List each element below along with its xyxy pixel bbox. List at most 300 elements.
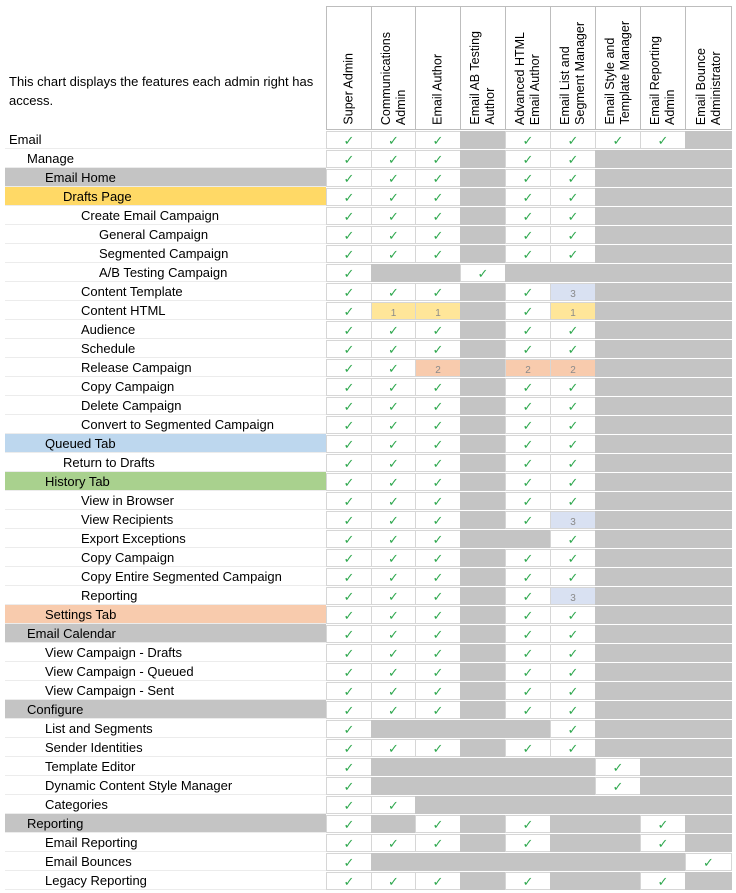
no-access-cell [550,834,596,852]
access-cell [371,283,416,301]
row-label: Manage [5,149,326,168]
check-icon: ✓ [388,532,399,547]
access-cell [326,777,372,795]
check-icon: ✓ [388,665,399,680]
no-access-cell [595,568,641,586]
check-icon: ✓ [567,456,579,471]
access-cell [326,378,372,396]
check-icon: ✓ [343,665,355,680]
access-cell [326,606,372,624]
no-access-cell [640,530,686,548]
check-icon: ✓ [343,703,355,718]
check-icon: ✓ [388,152,399,167]
no-access-cell [685,739,732,757]
no-access-cell [460,720,506,738]
access-cell [550,530,596,548]
no-access-cell [640,150,686,168]
check-icon: ✓ [388,133,399,148]
no-access-cell [595,397,641,415]
access-cell [505,340,551,358]
access-cell [326,359,372,377]
no-access-cell [505,853,551,871]
check-icon: ✓ [388,418,399,433]
no-access-cell [460,644,506,662]
check-icon: ✓ [343,817,355,832]
no-access-cell [640,264,686,282]
check-icon: ✓ [522,190,534,205]
row-label: View Campaign - Queued [5,662,326,681]
footnote-cell [415,302,461,320]
no-access-cell [460,834,506,852]
no-access-cell [460,587,506,605]
check-icon: ✓ [522,323,534,338]
check-icon: ✓ [388,190,399,205]
access-cell [326,511,372,529]
check-icon: ✓ [567,646,579,661]
no-access-cell [460,188,506,206]
no-access-cell [685,150,732,168]
access-cell [415,226,461,244]
check-icon: ✓ [522,570,534,585]
no-access-cell [460,739,506,757]
no-access-cell [595,701,641,719]
access-cell [326,872,372,890]
no-access-cell [550,758,596,776]
access-cell [326,815,372,833]
check-icon: ✓ [522,437,534,452]
access-cell [505,644,551,662]
check-icon: ✓ [432,817,444,832]
access-cell [415,245,461,263]
check-icon: ✓ [343,779,355,794]
no-access-cell [371,777,416,795]
row-label: View Campaign - Drafts [5,643,326,662]
access-cell [371,473,416,491]
check-icon: ✓ [522,228,534,243]
check-icon: ✓ [432,247,444,262]
check-icon: ✓ [388,608,399,623]
no-access-cell [640,188,686,206]
check-icon: ✓ [343,133,355,148]
no-access-cell [640,549,686,567]
access-cell [505,416,551,434]
access-cell [371,188,416,206]
no-access-cell [685,625,732,643]
access-cell [326,587,372,605]
access-cell [371,378,416,396]
check-icon: ✓ [522,380,534,395]
access-cell [550,701,596,719]
row-label: Dynamic Content Style Manager [5,776,326,795]
no-access-cell [685,511,732,529]
column-header-label: Advanced HTML Email Author [513,31,542,125]
access-cell [550,150,596,168]
access-cell [371,568,416,586]
check-icon: ✓ [612,133,624,148]
no-access-cell [460,492,506,510]
access-cell [371,416,416,434]
check-icon: ✓ [657,133,669,148]
check-icon: ✓ [343,684,355,699]
no-access-cell [685,302,732,320]
row-label: Legacy Reporting [5,871,326,890]
no-access-cell [640,777,686,795]
no-access-cell [640,340,686,358]
check-icon: ✓ [432,285,444,300]
no-access-cell [460,245,506,263]
row-label: Queued Tab [5,434,326,453]
row-label: Copy Entire Segmented Campaign [5,567,326,586]
check-icon: ✓ [343,646,355,661]
access-cell [371,625,416,643]
access-cell [415,663,461,681]
access-cell [550,207,596,225]
check-icon: ✓ [567,741,579,756]
check-icon: ✓ [388,874,399,889]
check-icon: ✓ [567,475,579,490]
no-access-cell [595,416,641,434]
check-icon: ✓ [477,266,489,281]
no-access-cell [595,606,641,624]
access-cell [505,492,551,510]
check-icon: ✓ [567,703,579,718]
no-access-cell [595,359,641,377]
access-cell [550,739,596,757]
access-cell [371,606,416,624]
check-icon: ✓ [432,475,444,490]
check-icon: ✓ [388,836,399,851]
check-icon: ✓ [432,551,444,566]
access-cell [371,435,416,453]
check-icon: ✓ [657,817,669,832]
no-access-cell [685,454,732,472]
no-access-cell [640,378,686,396]
access-cell [371,834,416,852]
no-access-cell [685,701,732,719]
row-label: A/B Testing Campaign [5,263,326,282]
check-icon: ✓ [432,133,444,148]
access-cell [415,188,461,206]
access-cell [415,815,461,833]
check-icon: ✓ [432,589,444,604]
no-access-cell [685,720,732,738]
footnote-number: 2 [435,365,441,376]
check-icon: ✓ [343,266,355,281]
access-cell [550,606,596,624]
no-access-cell [505,720,551,738]
no-access-cell [460,815,506,833]
column-header [505,6,551,130]
no-access-cell [460,682,506,700]
access-cell [415,568,461,586]
row-label: Drafts Page [5,187,326,206]
access-cell [505,226,551,244]
no-access-cell [460,758,506,776]
access-cell [415,283,461,301]
access-cell [371,739,416,757]
access-cell [415,150,461,168]
row-label: Copy Campaign [5,548,326,567]
row-label: Reporting [5,586,326,605]
no-access-cell [460,150,506,168]
no-access-cell [640,435,686,453]
access-cell [326,340,372,358]
access-cell [415,169,461,187]
column-header [371,6,416,130]
column-header [415,6,461,130]
check-icon: ✓ [432,228,444,243]
no-access-cell [460,340,506,358]
check-icon: ✓ [432,323,444,338]
access-cell [371,549,416,567]
no-access-cell [640,321,686,339]
no-access-cell [595,340,641,358]
no-access-cell [595,454,641,472]
check-icon: ✓ [522,475,534,490]
check-icon: ✓ [432,209,444,224]
column-header-label: Email Reporting Admin [648,36,677,125]
access-cell [326,188,372,206]
access-cell [505,283,551,301]
no-access-cell [685,359,732,377]
check-icon: ✓ [567,418,579,433]
check-icon: ✓ [388,342,399,357]
access-cell [371,492,416,510]
column-header-label: Email Style and Template Manager [603,21,632,125]
check-icon: ✓ [567,608,579,623]
no-access-cell [685,663,732,681]
check-icon: ✓ [432,741,444,756]
check-icon: ✓ [432,836,444,851]
check-icon: ✓ [522,513,534,528]
check-icon: ✓ [343,399,355,414]
check-icon: ✓ [343,171,355,186]
no-access-cell [595,530,641,548]
column-header-label: Email List and Segment Manager [558,22,587,125]
no-access-cell [595,834,641,852]
access-cell [415,606,461,624]
row-label: Content Template [5,282,326,301]
check-icon: ✓ [388,627,399,642]
access-cell [326,150,372,168]
check-icon: ✓ [343,342,355,357]
access-cell [371,207,416,225]
no-access-cell [595,302,641,320]
no-access-cell [460,321,506,339]
access-cell [326,796,372,814]
no-access-cell [685,587,732,605]
no-access-cell [685,169,732,187]
access-cell [415,131,461,149]
access-cell [505,169,551,187]
footnote-cell [550,359,596,377]
no-access-cell [640,416,686,434]
access-cell [415,739,461,757]
check-icon: ✓ [567,171,579,186]
row-label: Segmented Campaign [5,244,326,263]
footnote-cell [550,283,596,301]
no-access-cell [460,359,506,377]
access-cell [326,169,372,187]
no-access-cell [640,359,686,377]
check-icon: ✓ [522,684,534,699]
check-icon: ✓ [343,874,355,889]
no-access-cell [460,416,506,434]
no-access-cell [640,226,686,244]
check-icon: ✓ [522,152,534,167]
no-access-cell [415,777,461,795]
check-icon: ✓ [567,342,579,357]
access-cell [326,321,372,339]
access-cell [371,682,416,700]
row-label: Email Home [5,168,326,187]
no-access-cell [685,340,732,358]
access-cell [326,644,372,662]
check-icon: ✓ [432,152,444,167]
access-cell [505,454,551,472]
no-access-cell [595,245,641,263]
column-header [550,6,596,130]
access-cell [326,492,372,510]
no-access-cell [685,530,732,548]
column-header [326,6,372,130]
column-header [685,6,732,130]
no-access-cell [640,587,686,605]
check-icon: ✓ [388,703,399,718]
check-icon: ✓ [567,551,579,566]
access-cell [326,226,372,244]
access-cell [415,454,461,472]
access-cell [550,720,596,738]
check-icon: ✓ [343,285,355,300]
check-icon: ✓ [522,817,534,832]
access-cell [640,834,686,852]
check-icon: ✓ [522,209,534,224]
no-access-cell [415,264,461,282]
check-icon: ✓ [432,494,444,509]
access-cell [415,435,461,453]
check-icon: ✓ [567,665,579,680]
check-icon: ✓ [432,437,444,452]
no-access-cell [595,150,641,168]
check-icon: ✓ [432,171,444,186]
access-cell [505,131,551,149]
access-cell [326,473,372,491]
access-cell [550,682,596,700]
check-icon: ✓ [522,741,534,756]
check-icon: ✓ [388,399,399,414]
check-icon: ✓ [343,456,355,471]
check-icon: ✓ [343,760,355,775]
check-icon: ✓ [567,437,579,452]
row-label: Configure [5,700,326,719]
access-cell [326,758,372,776]
no-access-cell [685,435,732,453]
check-icon: ✓ [432,665,444,680]
check-icon: ✓ [432,703,444,718]
access-cell [326,549,372,567]
check-icon: ✓ [522,836,534,851]
row-label: Content HTML [5,301,326,320]
access-cell [326,302,372,320]
no-access-cell [460,549,506,567]
check-icon: ✓ [432,380,444,395]
access-cell [326,283,372,301]
row-label: Audience [5,320,326,339]
no-access-cell [640,511,686,529]
access-cell [550,454,596,472]
access-cell [550,473,596,491]
no-access-cell [685,492,732,510]
no-access-cell [685,606,732,624]
check-icon: ✓ [388,646,399,661]
row-label: Convert to Segmented Campaign [5,415,326,434]
check-icon: ✓ [567,380,579,395]
no-access-cell [415,720,461,738]
check-icon: ✓ [567,399,579,414]
no-access-cell [460,302,506,320]
check-icon: ✓ [388,171,399,186]
no-access-cell [460,473,506,491]
row-label: History Tab [5,472,326,491]
check-icon: ✓ [388,589,399,604]
access-cell [505,701,551,719]
access-cell [550,378,596,396]
no-access-cell [371,720,416,738]
check-icon: ✓ [343,798,355,813]
no-access-cell [685,758,732,776]
no-access-cell [640,853,686,871]
check-icon: ✓ [343,437,355,452]
no-access-cell [595,511,641,529]
no-access-cell [505,264,551,282]
access-cell [550,131,596,149]
access-cell [326,264,372,282]
access-cell [371,530,416,548]
access-cell [595,131,641,149]
access-cell [371,872,416,890]
footnote-cell [550,587,596,605]
access-cell [505,378,551,396]
access-cell [371,226,416,244]
access-cell [326,682,372,700]
no-access-cell [685,245,732,263]
check-icon: ✓ [567,323,579,338]
check-icon: ✓ [522,627,534,642]
row-label: Copy Campaign [5,377,326,396]
no-access-cell [685,397,732,415]
check-icon: ✓ [522,703,534,718]
access-cell [505,834,551,852]
access-cell [505,739,551,757]
check-icon: ✓ [343,247,355,262]
footnote-cell [550,511,596,529]
column-header [595,6,641,130]
check-icon: ✓ [343,418,355,433]
check-icon: ✓ [703,855,714,870]
access-cell [550,340,596,358]
no-access-cell [550,815,596,833]
no-access-cell [371,815,416,833]
check-icon: ✓ [343,209,355,224]
footnote-cell [550,302,596,320]
no-access-cell [685,264,732,282]
check-icon: ✓ [388,380,399,395]
access-cell [371,169,416,187]
check-icon: ✓ [343,741,355,756]
no-access-cell [460,283,506,301]
access-cell [415,701,461,719]
